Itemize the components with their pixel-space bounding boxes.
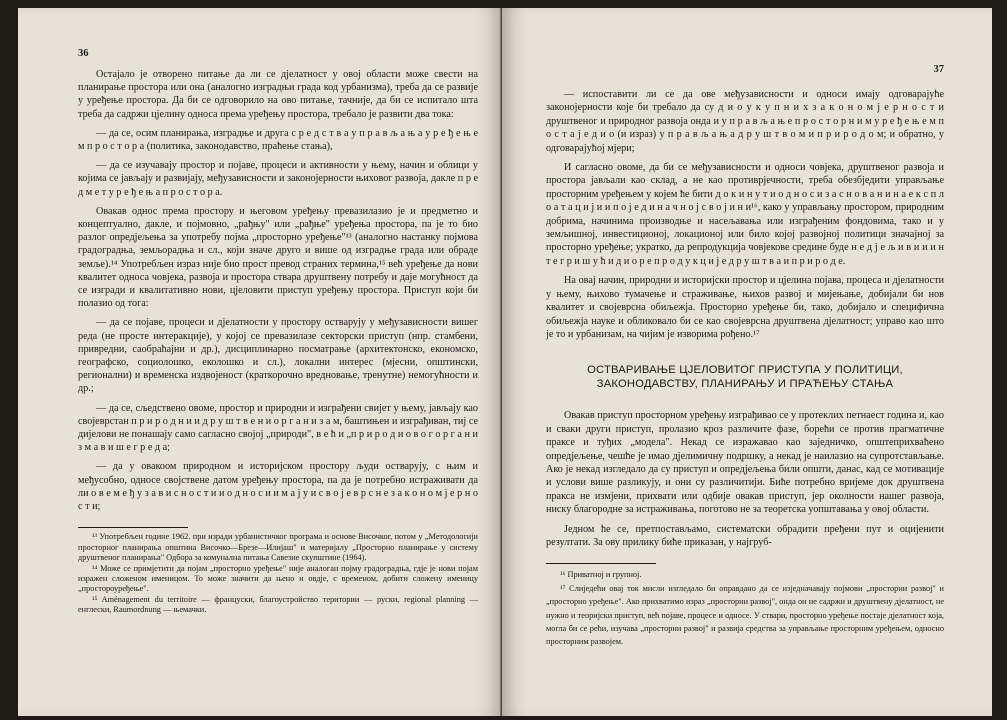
list-item: — да у овакоом природном и историјском простору људи остварују, с њим и међусобно, односе својствене датом уређењу простора, па да је потребно истраживати да ли о в е м е ђ у з а в и с н о с т и и о д н о с и и м а ј у и с в о ј е в р с н е з а к о н о м ј е р н о с т и; — [78, 461, 478, 513]
list-item: — да се, осим планирања, изградње и друга с р е д с т в а у п р а в љ а њ а у р е ђ е њ е м п р о с т о р а (политика, законодавство, праћење стања), — [78, 127, 478, 153]
footnote: ¹⁵ Aménagement du territoire — француски, благоустройство територии — руски, regional planning — енглески, Raumordnung — њемачки. — [78, 594, 478, 615]
section-heading: ОСТВАРИВАЊЕ ЦЈЕЛОВИТОГ ПРИСТУПА У ПОЛИТИЦИ, ЗАКОНОДАВСТВУ, ПЛАНИРАЊУ И ПРАЋЕЊУ СТАЊА — [587, 364, 903, 391]
paragraph: Остајало је отворено питање да ли се дјелатност у овој области може свести на планирање простора или она (аналогно изградњи града код урбанизма), треба да се развије у уређење простора. Да би се одговорило на ово питање, тачније, да би се испитало шта треба да садржи цјелину односа према уређењу простора, требало је развити два тока: — [78, 69, 478, 120]
paragraph: Овакав приступ просторном уређењу изграђивао се у протеклих петнаест година и, као и сваки други приступ, пролазио кроз различите фазе, борећи се против прагматичне праксе и туђих „модела". Некад се изражавао као заједничко, општеприхваћено опредјељење, чешће је имао дјелимичну подршку, а некад је наилазио на супротстављање. Ако је некад изгледало да су приступ и опредјељења били општи, данас, кад се мотивације и услови више разликују, и они су различитији. Биће потребно вријеме док друштвена пракса не измјени, прихвати или одбије овакав приступ, јер околности нашег развоја, ниску благородне за истраживања, поготово не за теоретска уопштавања у овој области. — [546, 410, 944, 516]
paragraph: И сагласно овоме, да би се међузависности и односи човјека, друштвеног развоја и простора јављали као склад, а не као противрјечности, треба обезбједити управљање просторним уређењем у којем ће бити д о к и н у т и о д н о с и з а с н о в а н и н а е к с п л о а т а ц и ј и и п о ј е д и н а ч н о ј с в о ј и н и¹⁶, како у управљању простором, природним добрима, начинима производње и насељавања или изграђеним фондовима, тако и у земљишној, инвестиционој, локационој или било којој развојној политици значајној за просторно уређење; укратко, да репродукција човјекове средине буде н е д ј е љ и в и и и н т е г р и ш у ћ и д и о р е п р о д у к ц и ј е д р у ш т в а и п р и р о д е. — [546, 162, 944, 267]
right-page — [502, 8, 992, 716]
list-item: — испоставити ли се да ове међузависности и односи имају одговарајуће законојерности које би требало да су д и о у к у п н и х з а к о н о м ј е р н о с т и друштвеног и природног развоја онда и у п р а в љ а њ е п р о с т о р н и м у р е ђ е њ е м п о с т а ј е д и о (и израз) у п р а в љ а њ а д р у ш т в о м и п р и р о д о м; и обратно, у одговарајућој мјери; — [546, 89, 944, 154]
list-item: — да се изучавају простор и појаве, процеси и активности у њему, начин и облици у којима се јављају и развијају, међузависности и законојерности њиховог развоја, дакле п р е д м е т у р е ђ е њ а п р о с т о р а. — [78, 160, 478, 198]
page-number: 37 — [933, 64, 944, 75]
footnote: ¹⁶ Приватној и групној. — [560, 570, 642, 580]
left-page — [18, 8, 502, 716]
footnote: ¹⁴ Може се примјетити да појам „просторно уређење" није аналоган појму градоградња, гдје је нови појам изражен сложеном именицом. То може значити да њено и овдје, с временом, добити сложену именицу „простороуређење". — [78, 563, 478, 594]
footnote: ¹⁷ Слиједећи овај ток мисли изгледало би оправдано да се изједначавају појмови „просторни развој" и „просторно уређење". Ако прихватимо израз „просторни развој", онда он не садржи и друштвену дјелатност, не нужно и теоријски приступ, већ појаве, процесе и односе. У ствари, просторно уређење постаје дјелатност која, могла би се рећи, изучава „просторни развој" и развија средства за управљање просторним уређењем, односно просторним развојем. — [546, 583, 944, 647]
list-item: — да се појаве, процеси и дјелатности у простору остварују у међузависности вишег реда (не просте интеракције), у којој се превазилазе секторски приступ (нпр. стамбени, привредни, саобраћајни и др.), дисциплинарно посматрање (архитектонско, економско, географско, социолошко, еколошко и сл.), локални интерес (мјесни, општински, регионални) и временска издвојеност (краткорочно вредновање, тренутне) немогућности и др.; — [78, 317, 478, 395]
list-item: — да се, сљедствено овоме, простор и природни и изграђени свијет у њему, јављају као својеврстан п р и р о д н и и д р у ш т в е н и о р г а н и з а м, баштињен и изграђиван, тиј се дијелови не понашају само сагласно својој „природи", в е ћ и „п р и р о д и о в о г о р г а н и з м а в и ш е г р е д а; — [78, 402, 478, 454]
paragraph: Овакав однос према простору и његовом уређењу превазилазио је и предметно и концептуално, дакле, и појмовно, „рађњу" или „рађње" уређења простора, па је то био разлог опредјељења за употребу појма „просторно уређење"¹³ (аналогно настанку појмова градоградња, земљорадња и сл., који значе друго и више од изградње града или обраде земље).¹⁴ Употребљен израз није био прост превод страних термина,¹⁵ већ уређење да нови квалитет односа човјека, развоја и простора ствара друштвену потребу и даје могућност да се изгради и квалитативно нови, цјеловити приступ уређењу простора. Приступ који би полазио од тога: — [78, 205, 478, 310]
paragraph: На овај начин, природни и историјски простор и цјелина појава, процеса и дјелатности у њему, њихово тумачење и страживање, њихов развој и мијењање, добијали би нов квалитет и својеврсна обиљежја. Просторно уређење би, тако, добијало и специфична обиљежја науке и обликовало би се као својеврсна друштвена дјелатност; управо као што је то и урбанизам, на чијим је изворима рођено.¹⁷ — [546, 275, 944, 340]
paragraph: Једном ће се, претпостављамо, систематски обрадити пређени пут и оцијенити резултати. За ову прилику биће приказан, у најгруб- — [546, 523, 944, 548]
footnote-divider — [78, 527, 188, 528]
footnote: ¹³ Употребљен године 1962. при изради урбанистичког програма и основе Височког, потом у „Методологији просторног планирања општина Височко—Брезе—Илијаш" и материјалу „Просторно планирање у систему друштвеног планирања" Одбора за комунална питања Савезне скупштине (1964). — [78, 532, 478, 563]
page-number: 36 — [78, 48, 89, 59]
footnote-divider — [546, 563, 656, 564]
